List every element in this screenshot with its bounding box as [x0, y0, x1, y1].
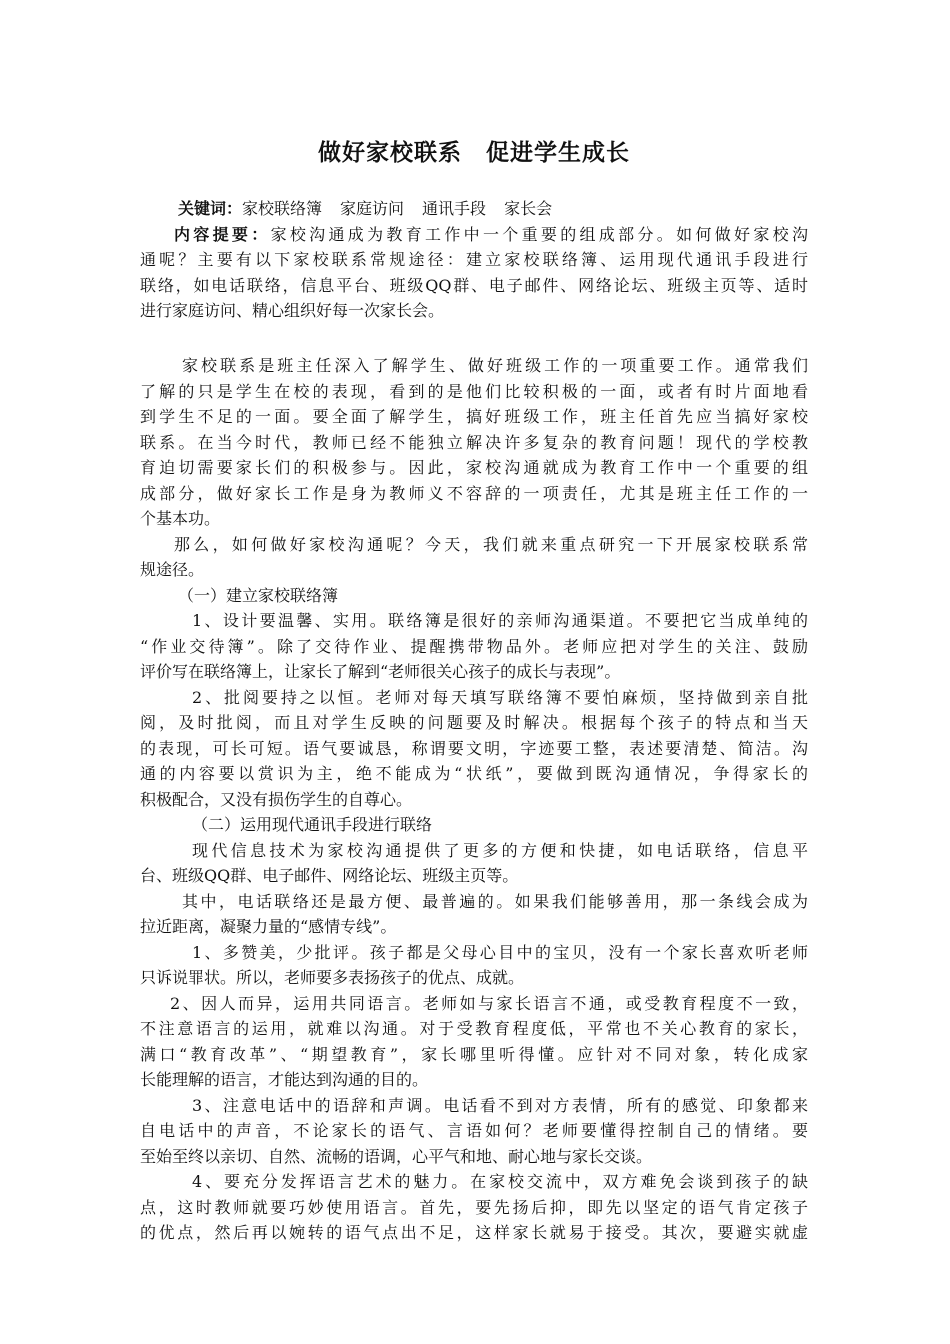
text-line: 拉近距离，凝聚力量的“感情专线”。: [140, 917, 397, 936]
keyword: 家庭访问: [340, 199, 405, 218]
text-line: 联系。在当今时代，教师已经不能独立解决许多复杂的教育问题！现代的学校教: [140, 432, 808, 452]
text-line: 不注意语言的运用，就难以沟通。对于受教育程度低，平常也不关心教育的家长，: [140, 1019, 808, 1038]
keywords-line: [140, 196, 808, 222]
text-line: 通的内容要以赏识为主，绝不能成为“状纸”，要做到既沟通情况，争得家长的: [140, 764, 808, 783]
text-line: “作业交待簿”。除了交待作业、提醒携带物品外。老师应把对学生的关注、鼓励: [140, 636, 808, 656]
title-part-2: 促进学生成长: [486, 140, 630, 166]
text-line: 至始至终以亲切、自然、流畅的语调，心平气和地、耐心地与家长交谈。: [140, 1146, 653, 1166]
keyword: 家校联络簿: [242, 199, 323, 218]
text-line: 个基本功。: [140, 509, 221, 528]
text-line: 阅，及时批阅，而且对学生反映的问题要及时解决。根据每个孩子的特点和当天: [140, 713, 808, 732]
text-line: 了解的只是学生在校的表现，看到的是他们比较积极的一面，或者有时片面地看: [140, 381, 808, 401]
text-line: 自电话中的声音，不论家长的语气、言语如何？老师要懂得控制自己的情绪。要: [140, 1121, 808, 1140]
text-line: 评价写在联络簿上，让家长了解到“老师很关心孩子的成长与表现”。: [140, 662, 621, 681]
text-line: 2、因人而异，运用共同语言。老师如与家长语言不通，或受教育程度不一致，: [170, 993, 808, 1013]
text-line: 4、要充分发挥语言艺术的魅力。在家校交流中，双方难免会谈到孩子的缺: [192, 1172, 808, 1191]
text-line: 满口“教育改革”、“期望教育”，家长哪里听得懂。应针对不同对象，转化成家: [140, 1044, 808, 1064]
abstract-label: 内容提要：: [174, 224, 271, 244]
abstract-line: [140, 222, 808, 248]
text-line: 的优点，然后再以婉转的语气点出不足，这样家长就易于接受。其次，要避实就虚: [140, 1223, 808, 1242]
text-line: 1、设计要温馨、实用。联络簿是很好的亲师沟通渠道。不要把它当成单纯的: [192, 611, 808, 630]
text-line: 进行家庭访问、精心组织好每一次家长会。: [140, 301, 445, 320]
text-line: 2、批阅要持之以恒。老师对每天填写联络簿不要怕麻烦，坚持做到亲自批: [192, 687, 808, 707]
text-line: 规途径。: [140, 560, 205, 579]
text-line: 家校沟通成为教育工作中一个重要的组成部分。如何做好家校沟: [270, 224, 808, 244]
text-line: 现代信息技术为家校沟通提供了更多的方便和快捷，如电话联络，信息平: [192, 840, 808, 860]
text-line: 育迫切需要家长们的积极参与。因此，家校沟通就成为教育工作中一个重要的组: [140, 458, 808, 477]
text-line: 的表现，可长可短。语气要诚恳，称谓要文明，字迹要工整，表述要清楚、简洁。沟: [140, 738, 808, 758]
keywords-label: 关键词：: [178, 199, 243, 218]
keyword: 家长会: [504, 199, 553, 218]
text-line: 那么，如何做好家校沟通呢？今天，我们就来重点研究一下开展家校联系常: [174, 534, 808, 554]
page-title: [140, 134, 808, 167]
text-line: 家校联系是班主任深入了解学生、做好班级工作的一项重要工作。通常我们: [182, 356, 808, 375]
text-line: 3、注意电话中的语辞和声调。电话看不到对方表情，所有的感觉、印象都来: [192, 1095, 808, 1115]
text-line: 台、班级QQ群、电子邮件、网络论坛、班级主页等。: [140, 866, 519, 885]
section-heading: （一）建立家校联络簿: [178, 585, 339, 605]
section-heading: （二）运用现代通讯手段进行联络: [192, 815, 433, 834]
text-line: 1、多赞美，少批评。孩子都是父母心目中的宝贝，没有一个家长喜欢听老师: [192, 942, 808, 962]
text-line: 到学生不足的一面。要全面了解学生，搞好班级工作，班主任首先应当搞好家校: [140, 407, 808, 426]
text-line: 只诉说罪状。所以，老师要多表扬孩子的优点、成就。: [140, 968, 525, 987]
text-line: 通呢？主要有以下家校联系常规途径：建立家校联络簿、运用现代通讯手段进行: [140, 250, 808, 269]
keyword: 通讯手段: [422, 199, 487, 218]
text-line: 积极配合，又没有损伤学生的自尊心。: [140, 789, 413, 809]
text-line: 联络，如电话联络，信息平台、班级QQ群、电子邮件、网络论坛、班级主页等、适时: [140, 275, 808, 295]
title-part-1: 做好家校联系: [318, 140, 462, 166]
text-line: 其中，电话联络还是最方便、最普遍的。如果我们能够善用，那一条线会成为: [182, 891, 808, 911]
text-line: 成部分，做好家长工作是身为教师义不容辞的一项责任，尤其是班主任工作的一: [140, 483, 808, 503]
text-line: 长能理解的语言，才能达到沟通的目的。: [140, 1070, 429, 1089]
text-line: 点，这时教师就要巧妙使用语言。首先，要先扬后抑，即先以坚定的语气肯定孩子: [140, 1197, 808, 1217]
document-body: [140, 196, 808, 1246]
